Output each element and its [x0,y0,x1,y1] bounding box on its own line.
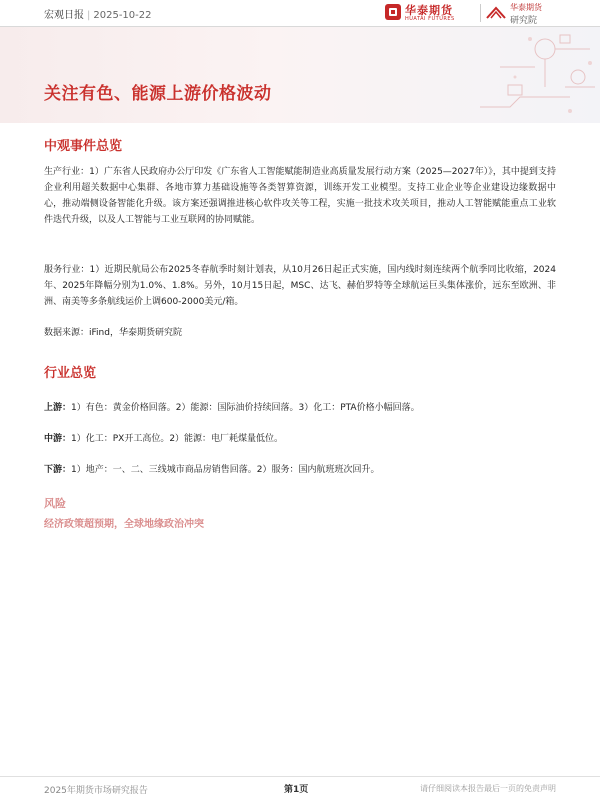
logo-divider [480,4,481,22]
risk-title: 风险 [44,497,66,510]
research-logo-bottom: 研究院 [510,16,538,26]
page-footer [0,776,600,801]
research-institute-logo [486,2,566,24]
disclaimer-note: 请仔细阅读本报告最后一页的免责声明 [420,784,556,793]
research-logo-top: 华泰期货 [510,3,542,12]
research-mark-icon [486,6,506,20]
upstream-label: 上游： [44,403,72,413]
report-meta: 宏观日报 | 2025-10-22 [44,10,152,21]
downstream-label: 下游： [44,465,72,475]
report-title: 关注有色、能源上游价格波动 [44,84,272,104]
downstream-text: 1）地产：一、二、三线城市商品房销售回落。2）服务：国内航班班次回升。 [71,465,380,475]
report-date: 2025-10-22 [93,10,152,21]
title-banner [0,27,600,123]
risk-text: 经济政策超预期，全球地缘政治冲突 [44,519,204,530]
midstream-label: 中游： [44,434,72,444]
page-header [0,0,600,27]
logo-cn-text: 华泰期货 [405,4,453,17]
service-paragraph: 服务行业：1）近期民航局公布2025冬春航季时刻计划表，从10月26日起正式实施，国内线时刻连续两个航季同比收缩，2024年、2025年降幅分别为1.0%、1.8%。另外，10月15日起，MSC、达飞、赫伯罗特等全球航运巨头集体涨价，远东至欧洲、非洲、南美等多条航线运价上调600-2000美元/箱。 [44,265,556,307]
banner-decoration [340,27,600,123]
midstream-text: 1）化工：PX开工高位。2）能源：电厂耗煤量低位。 [71,434,284,444]
upstream-text: 1）有色：黄金价格回落。2）能源：国际油价持续回落。3）化工：PTA价格小幅回落。 [71,403,420,413]
huatai-futures-logo [385,2,477,24]
logo-mark-icon [385,4,401,20]
logo-en-text: HUATAI FUTURES [405,16,455,22]
production-paragraph: 生产行业：1）广东省人民政府办公厅印发《广东省人工智能赋能制造业高质量发展行动方案（2025—2027年）》，其中提到支持企业利用超关数据中心集群、各地市算力基础设施等各类智算资源，训练开发工业模型。支持工业企业等企业建设边缘数据中心，推动端侧设备智能化升级。该方案还强调推进核心软件攻关等工程，实施一批技术攻关项目，推动人工智能赋能重点工业软件迭代升级，以及人工智能与工业互联网的协同赋能。 [44,167,556,225]
data-source: 数据来源：iFind，华泰期货研究院 [44,328,182,338]
downstream-line [44,462,379,475]
meso-events-title: 中观事件总览 [44,139,123,154]
footer-report-name: 2025年期货市场研究报告 [44,786,148,796]
industry-overview-title: 行业总览 [44,366,97,381]
upstream-line [44,400,420,413]
midstream-line [44,431,283,444]
report-type: 宏观日报 [44,10,84,21]
page-number: 第1页 [284,785,309,795]
